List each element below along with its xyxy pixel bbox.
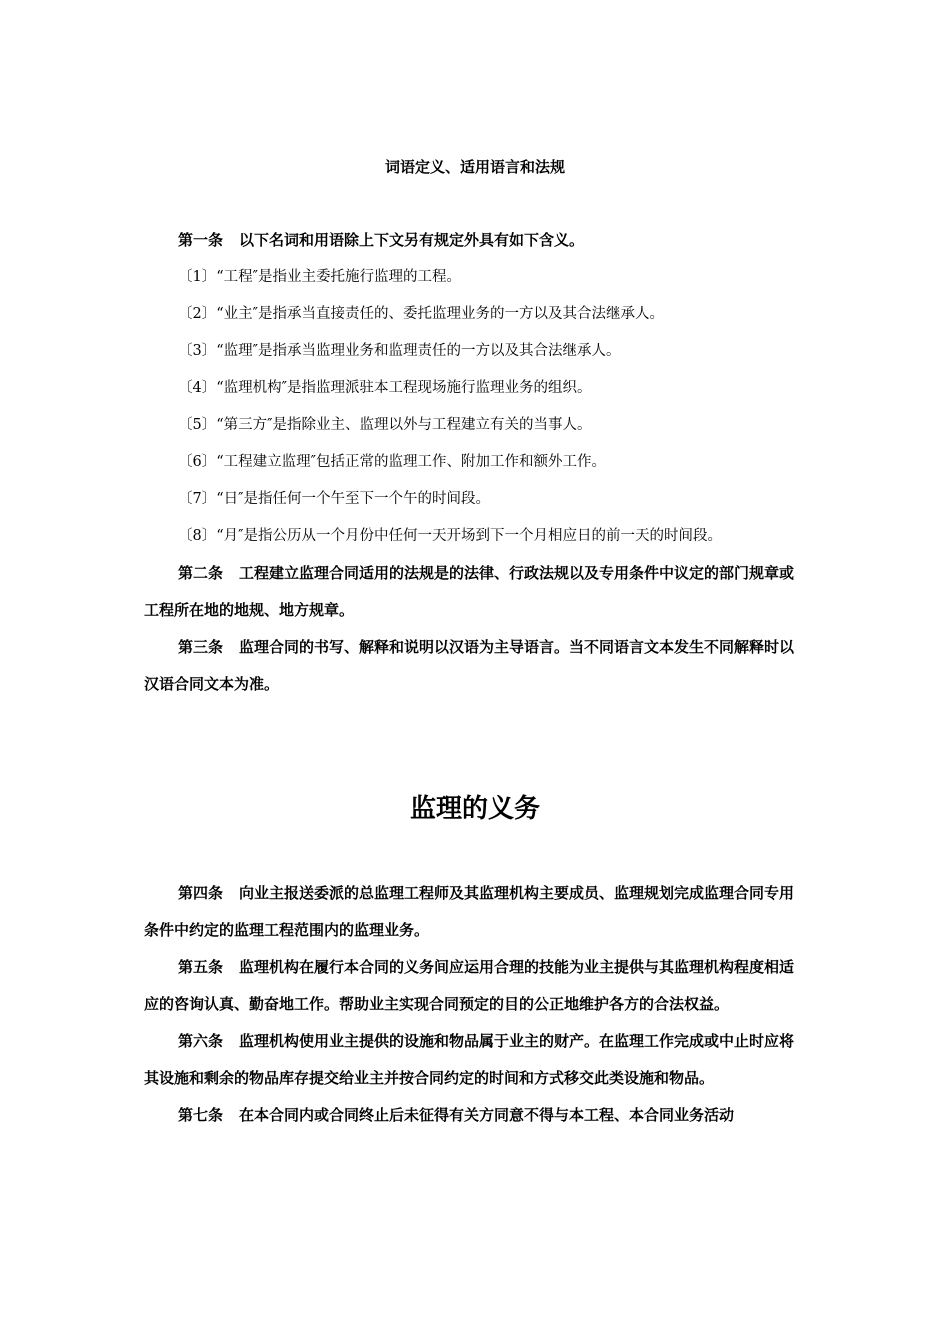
definition-item-3: 〔3〕“监理″是指承当监理业务和监理责任的一方以及其合法继承人。 — [178, 343, 621, 359]
article-4 — [144, 875, 808, 949]
article-6 — [144, 1023, 808, 1097]
definition-item-2: 〔2〕“业主″是指承当直接责任的、委托监理业务的一方以及其合法继承人。 — [178, 306, 665, 322]
article-6-text: 监理机构使用业主提供的设施和物品属于业主的财产。在监理工作完成或中止时应将其设施和剩余的物品库存提交给业主并按合同约定的时间和方式移交此类设施和物品。 — [144, 1032, 795, 1087]
article-5-text: 监理机构在履行本合同的义务间应运用合理的技能为业主提供与其监理机构程度相适应的咨询认真、勤奋地工作。帮助业主实现合同预定的目的公正地维护各方的合法权益。 — [144, 958, 795, 1013]
article-4-label: 第四条 — [178, 884, 224, 902]
definitions-block — [144, 222, 808, 703]
article-3-text: 监理合同的书写、解释和说明以汉语为主导语言。当不同语言文本发生不同解释时以汉语合同文本为准。 — [144, 638, 795, 693]
article-5 — [144, 949, 808, 1023]
definition-item-1: 〔1〕“工程″是指业主委托施行监理的工程。 — [178, 269, 462, 285]
article-4-text: 向业主报送委派的总监理工程师及其监理机构主要成员、监理规划完成监理合同专用条件中约定的监理工程范围内的监理业务。 — [144, 884, 795, 939]
article-3-label: 第三条 — [178, 638, 224, 656]
section-title-obligations: 监理的义务 — [409, 794, 540, 824]
article-1-text: 以下名词和用语除上下文另有规定外具有如下含义。 — [239, 231, 585, 249]
definition-item-5: 〔5〕“第三方″是指除业主、监理以外与工程建立有关的当事人。 — [178, 417, 592, 433]
article-1-label: 第一条 — [178, 231, 224, 249]
article-5-label: 第五条 — [178, 958, 224, 976]
article-1 — [144, 222, 808, 259]
definition-item-7: 〔7〕“日″是指任何一个午至下一个午的时间段。 — [178, 491, 491, 507]
definition-item-8: 〔8〕“月″是指公历从一个月份中任何一天开场到下一个月相应日的前一天的时间段。 — [178, 528, 723, 544]
article-2 — [144, 555, 808, 629]
article-7-text: 在本合同内或合同终止后未征得有关方同意不得与本工程、本合同业务活动 — [239, 1106, 735, 1124]
definition-item-4: 〔4〕“监理机构″是指监理派驻本工程现场施行监理业务的组织。 — [178, 380, 592, 396]
article-7 — [144, 1097, 808, 1134]
article-7-label: 第七条 — [178, 1106, 224, 1124]
article-2-label: 第二条 — [178, 564, 224, 582]
article-6-label: 第六条 — [178, 1032, 224, 1050]
obligations-block — [144, 875, 808, 1134]
section-title-definitions: 词语定义、适用语言和法规 — [384, 158, 565, 176]
article-2-text: 工程建立监理合同适用的法规是的法律、行政法规以及专用条件中议定的部门规章或工程所在地的地规、地方规章。 — [144, 564, 795, 619]
definition-item-6: 〔6〕“工程建立监理″包括正常的监理工作、附加工作和额外工作。 — [178, 454, 607, 470]
article-3 — [144, 629, 808, 703]
